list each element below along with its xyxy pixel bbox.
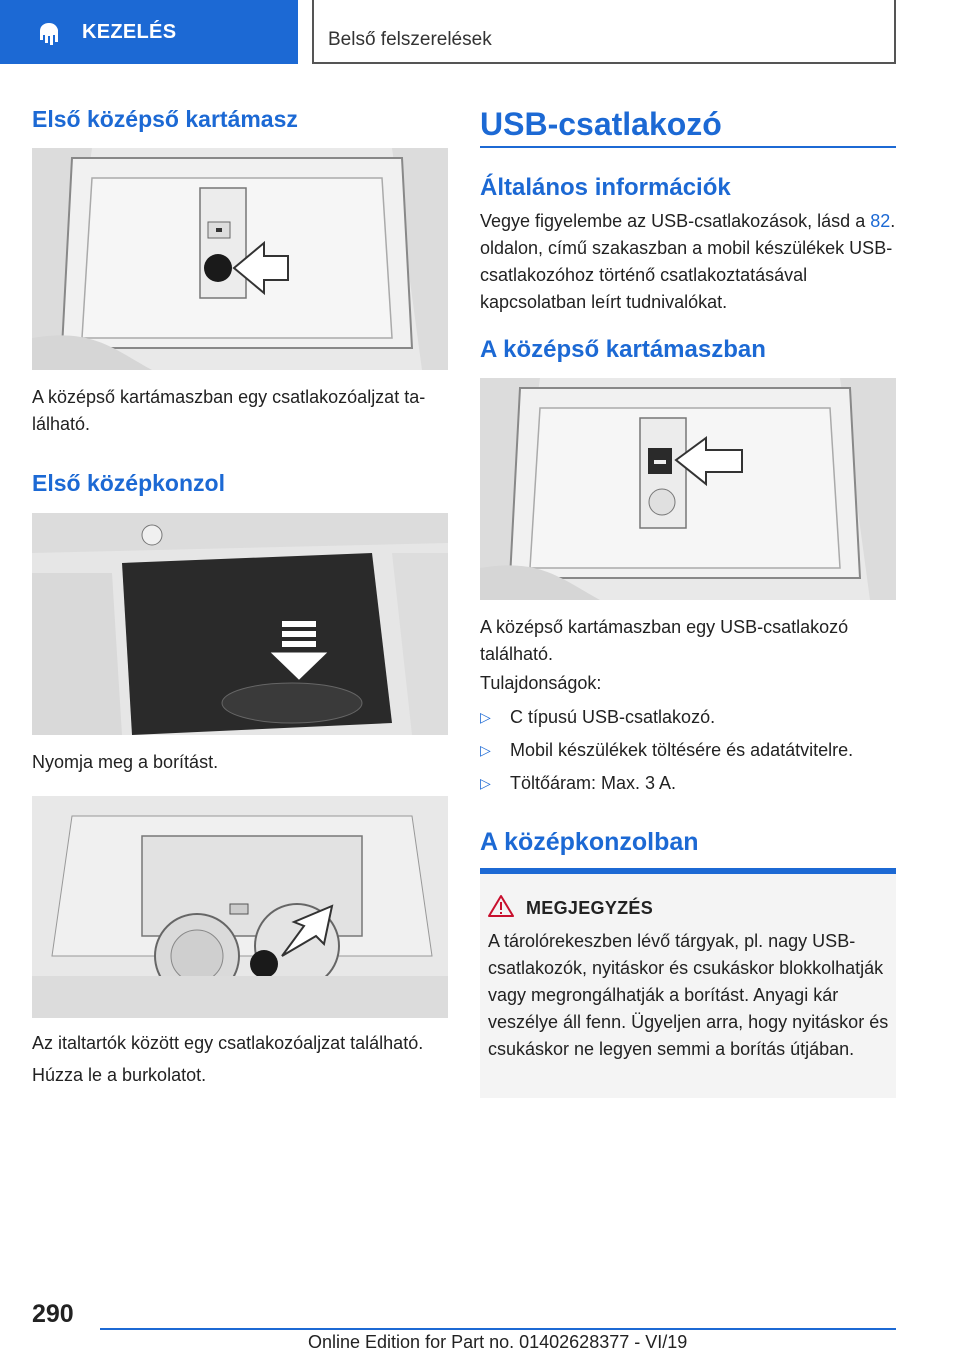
console-cover-illustration xyxy=(32,513,448,735)
triangle-bullet-icon: ▷ xyxy=(480,709,491,725)
list-item: ▷ Mobil készülékek töltésére és adatátvitelre. xyxy=(480,737,896,764)
list-item: ▷ C típusú USB-csatlakozó. xyxy=(480,704,896,731)
paragraph-cupholder-socket: Az italtartók között egy csatlakozóaljzat található. xyxy=(32,1033,424,1053)
general-text-pre: Vegye figyelembe az USB-csatlakozások, lásd a xyxy=(480,211,871,231)
section-tab[interactable] xyxy=(0,0,298,64)
heading-in-armrest: A középső kartámaszban xyxy=(480,336,766,363)
general-text-post: . oldalon, című szakaszban a mobil készülékek USB-csatlakozóhoz történő csatlakoztatásával kapcsolatban leírt tudnivalókat. xyxy=(480,211,896,312)
triangle-bullet-icon: ▷ xyxy=(480,742,491,758)
notice-box xyxy=(480,874,896,1098)
notice-text: A tárolórekeszben lévő tárgyak, pl. nagy USB-csatlakozók, nyitáskor és csukáskor blokkolhatják vagy megrongálhatják a borítást. Anyagi kár veszélye áll fenn. Ügyeljen arra, hogy nyitáskor és csukáskor ne legyen semmi a borítás útjában. xyxy=(488,931,889,1059)
notice-title: MEGJEGYZÉS xyxy=(526,898,654,918)
figure-cupholder-socket xyxy=(32,796,448,1018)
properties-label: Tulajdonságok: xyxy=(480,673,602,693)
warning-triangle-icon xyxy=(488,894,514,918)
chapter-title: Belső felszerelések xyxy=(328,29,492,50)
section-label: KEZELÉS xyxy=(82,20,177,43)
footer-rule xyxy=(100,1328,896,1330)
paragraph-press-cover: Nyomja meg a borítást. xyxy=(32,752,219,772)
heading-rule xyxy=(480,146,896,148)
chapter-header xyxy=(312,0,896,64)
figure-console-cover xyxy=(32,513,448,735)
cupholder-socket-illustration xyxy=(32,796,448,1018)
armrest-usb-illustration xyxy=(480,378,896,600)
triangle-bullet-icon: ▷ xyxy=(480,775,491,791)
list-item: ▷ Töltőáram: Max. 3 A. xyxy=(480,770,896,797)
properties-list xyxy=(480,704,896,801)
paragraph-armrest-socket: A középső kartámaszban egy csatlakozóaljzat található. xyxy=(32,387,426,434)
paragraph-pull-cover: Húzza le a burkolatot. xyxy=(32,1065,207,1085)
page-link-82[interactable]: 82 xyxy=(870,211,891,231)
heading-front-armrest: Első középső kartámasz xyxy=(32,106,298,132)
heading-usb: USB-csatlakozó xyxy=(480,106,722,142)
heading-front-console: Első középkonzol xyxy=(32,470,225,496)
paragraph-general-info xyxy=(480,208,896,316)
pointing-hand-icon xyxy=(34,17,64,47)
figure-armrest-usb xyxy=(480,378,896,600)
heading-in-console: A középkonzolban xyxy=(480,828,699,856)
page-number: 290 xyxy=(32,1300,74,1328)
armrest-socket-illustration xyxy=(32,148,448,370)
paragraph-armrest-usb: A középső kartámaszban egy USB-csatlakozó található. xyxy=(480,617,849,664)
heading-general-info: Általános információk xyxy=(480,174,731,201)
figure-armrest-socket xyxy=(32,148,448,370)
edition-text: Online Edition for Part no. 01402628377 - VI/19 xyxy=(308,1332,688,1352)
